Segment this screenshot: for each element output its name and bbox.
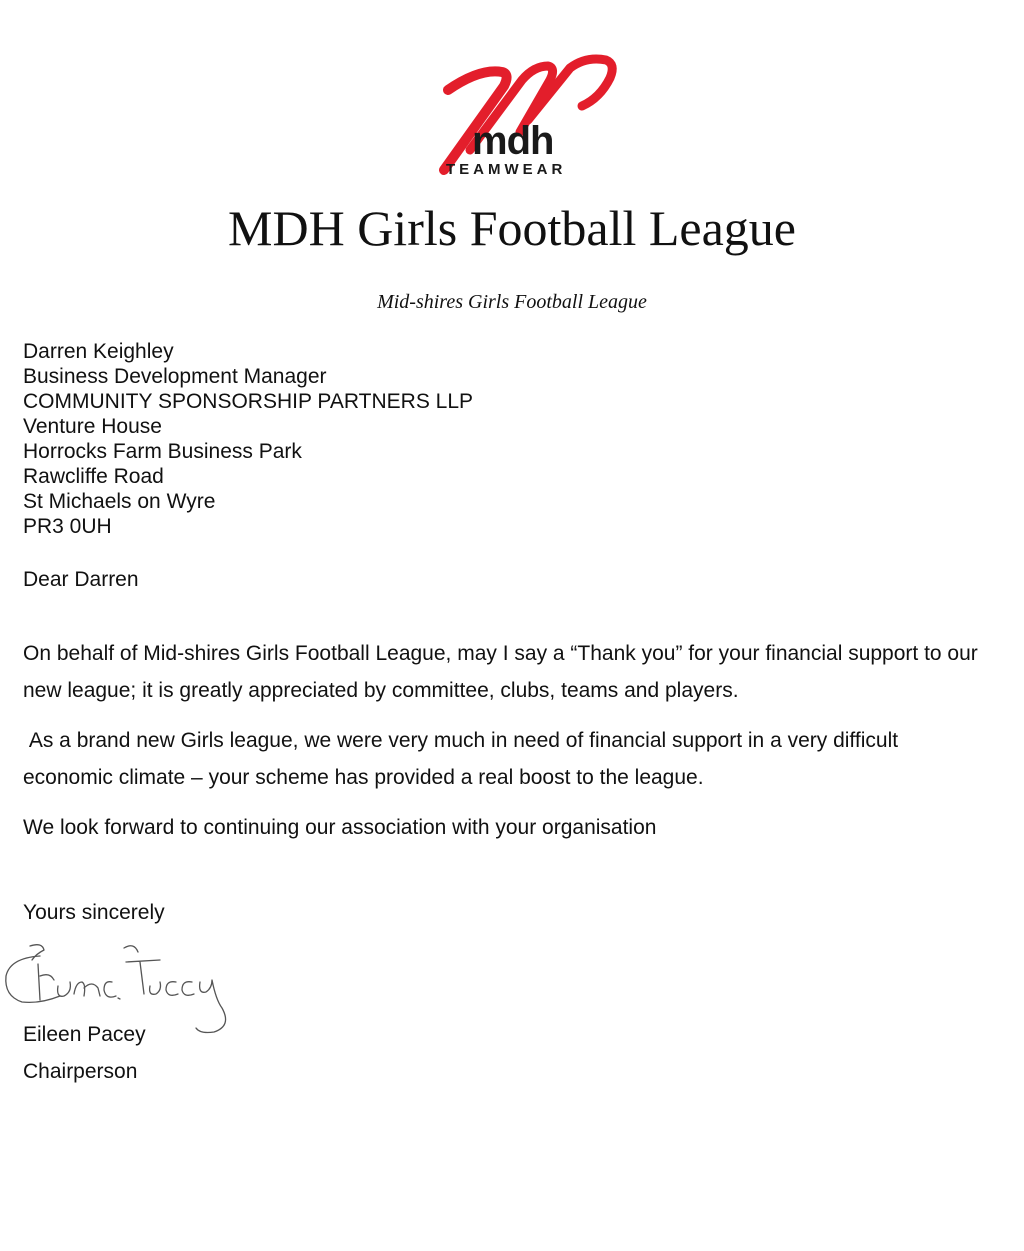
address-line: PR3 0UH xyxy=(23,515,112,538)
page-title: MDH Girls Football League xyxy=(228,200,796,256)
recipient-address xyxy=(23,339,473,539)
signatory-name: Eileen Pacey xyxy=(23,1023,146,1046)
closing: Yours sincerely xyxy=(23,901,165,924)
page-subtitle: Mid-shires Girls Football League xyxy=(377,291,647,313)
mdh-teamwear-logo xyxy=(410,50,620,180)
address-line: Business Development Manager xyxy=(23,365,327,388)
address-line: Darren Keighley xyxy=(23,340,174,363)
address-line: Venture House xyxy=(23,415,162,438)
signatory-role: Chairperson xyxy=(23,1060,138,1083)
address-line: Rawcliffe Road xyxy=(23,465,164,488)
logo-subtext: TEAMWEAR xyxy=(446,161,567,178)
body-paragraph: As a brand new Girls league, we were very much in need of financial support in a very difficult economic climate – your scheme has provided a real boost to the league. xyxy=(23,729,904,789)
address-line: Horrocks Farm Business Park xyxy=(23,440,302,463)
logo-wordmark: mdh xyxy=(472,119,554,163)
body-paragraph: We look forward to continuing our association with your organisation xyxy=(23,816,657,839)
address-line: St Michaels on Wyre xyxy=(23,490,216,513)
salutation: Dear Darren xyxy=(23,568,139,591)
address-line: COMMUNITY SPONSORSHIP PARTNERS LLP xyxy=(23,390,474,413)
body-paragraph: On behalf of Mid-shires Girls Football League, may I say a “Thank you” for your financial support to our new league; it is greatly appreciated by committee, clubs, teams and players. xyxy=(23,642,978,702)
signatory-block xyxy=(23,1016,146,1090)
